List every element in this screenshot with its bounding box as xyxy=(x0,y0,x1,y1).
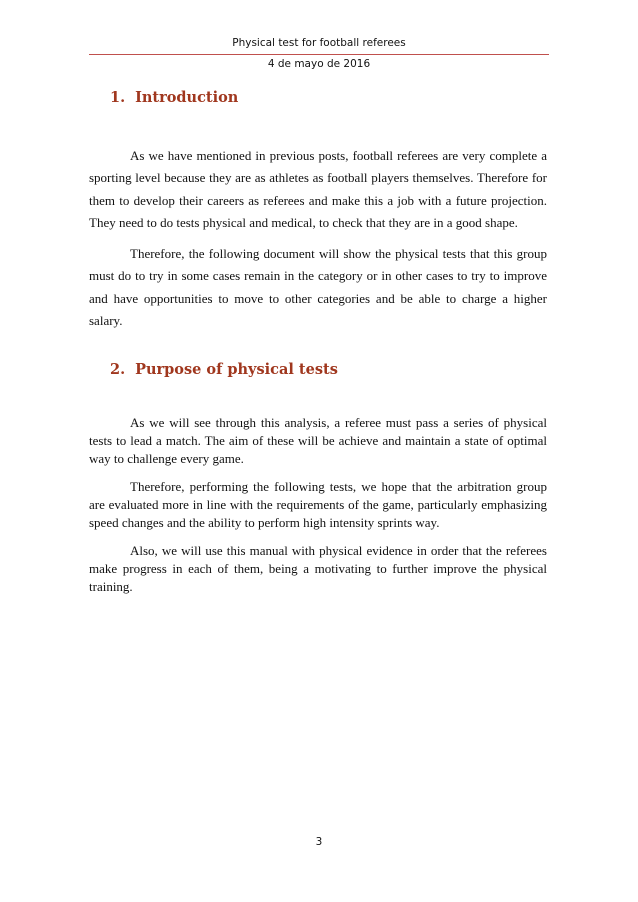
section-number: 2. xyxy=(110,361,126,378)
paragraph: As we will see through this analysis, a referee must pass a series of physical tests to lead a match. The aim of these will be achieve and maintain a state of optimal way to challenge every game. xyxy=(89,415,547,466)
section-title: Introduction xyxy=(135,89,239,106)
paragraph: Therefore, performing the following tests, we hope that the arbitration group are evaluated more in line with the requirements of the game, particularly emphasizing speed changes and the ability to perform high intensity sprints way. xyxy=(89,479,547,530)
paragraph: Therefore, the following document will show the physical tests that this group must do to try in some cases remain in the category or in other cases to try to improve and have opportunities to move to other categories and be able to charge a higher salary. xyxy=(89,246,547,329)
section-body-purpose xyxy=(89,414,547,606)
header-divider xyxy=(89,54,549,55)
header-title: Physical test for football referees xyxy=(232,37,406,49)
section-heading-introduction xyxy=(110,89,238,106)
paragraph: Also, we will use this manual with physical evidence in order that the referees make progress in each of them, being a motivating to further improve the physical training. xyxy=(89,543,547,594)
paragraph: As we have mentioned in previous posts, football referees are very complete a sporting level because they are as athletes as football players themselves. Therefore for them to develop their careers as referees and make this a job with a future projection. They need to do tests physical and medical, to check that they are in a good shape. xyxy=(89,148,547,230)
section-title: Purpose of physical tests xyxy=(135,361,338,378)
section-body-introduction xyxy=(89,145,547,341)
section-heading-purpose xyxy=(110,361,338,378)
section-number: 1. xyxy=(110,89,126,106)
header-date: 4 de mayo de 2016 xyxy=(267,58,371,70)
page-number: 3 xyxy=(315,836,323,848)
